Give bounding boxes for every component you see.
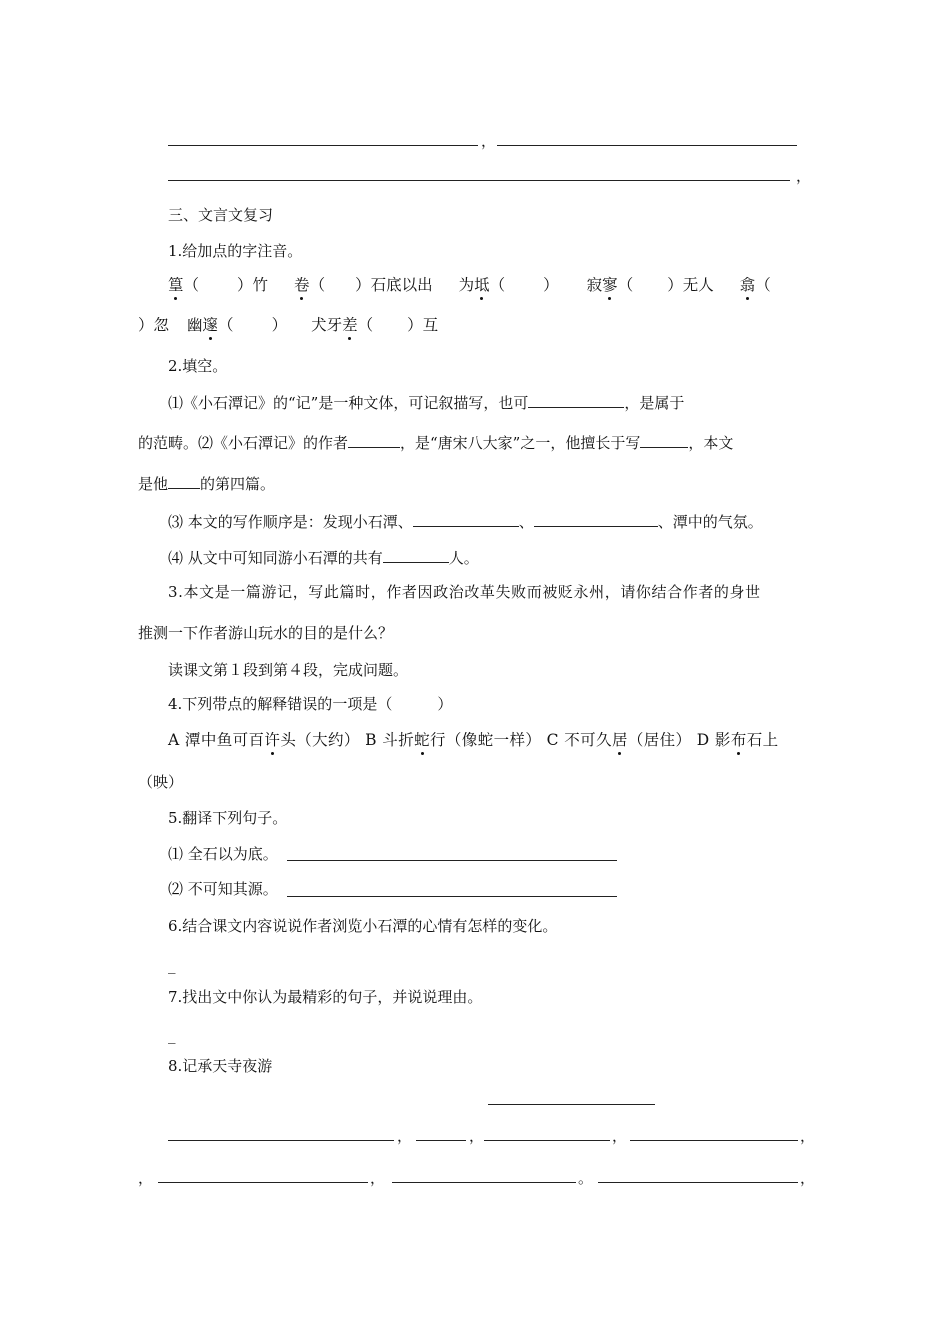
q2-label: 2.填空。 <box>168 357 228 375</box>
answer-line <box>630 1140 798 1141</box>
answer-line <box>168 1140 394 1141</box>
q1-label: 1.给加点的字注音。 <box>168 242 303 260</box>
text: 的范畴。⑵《小石潭记》的作者 <box>138 434 349 452</box>
text: ）忽 <box>138 316 170 334</box>
q2-line3 <box>138 473 275 494</box>
answer-line <box>497 145 797 146</box>
text: ，本文 <box>688 434 734 452</box>
paren-close: ） <box>543 276 559 294</box>
text: 的第四篇。 <box>200 475 276 493</box>
dotted-char: 居 <box>611 731 628 749</box>
q4-options <box>168 730 779 750</box>
answer-line <box>287 896 617 897</box>
answer-line <box>416 1140 466 1141</box>
text: ⑴ 全石以为底。 <box>168 845 278 863</box>
answer-line <box>598 1182 798 1183</box>
text: （居住） <box>627 731 692 749</box>
text: ）竹 <box>237 276 269 294</box>
q5-s2 <box>168 879 278 899</box>
section-heading: 三、文言文复习 <box>168 206 274 224</box>
text: C 不可久 <box>546 731 612 749</box>
fill-blank[interactable] <box>413 511 519 527</box>
text: ⑴《小石潭记》的“记”是一种文体，可记叙描写，也可 <box>168 394 529 412</box>
q7-label: 7.找出文中你认为最精彩的句子，并说说理由。 <box>168 988 483 1006</box>
paren-open: （ <box>183 276 200 294</box>
paren-open: （ <box>617 276 634 294</box>
punct: ， <box>612 1127 628 1145</box>
paren-open: （ <box>309 276 326 294</box>
text: ）互 <box>407 316 439 334</box>
q2-line4 <box>168 511 763 532</box>
paren-open: （ <box>218 316 234 334</box>
text: ，是“唐宋八大家”之一，他擅长于写 <box>400 434 641 452</box>
q5-label: 5.翻译下列句子。 <box>168 809 288 827</box>
punct: ， <box>800 1127 816 1145</box>
fill-blank[interactable] <box>534 511 658 527</box>
punct: ， <box>800 1169 816 1187</box>
q2-line1 <box>168 392 684 413</box>
dotted-char: 许 <box>264 731 281 749</box>
answer-line <box>392 1182 576 1183</box>
answer-line <box>484 1140 610 1141</box>
q4-option-d-cont: （映） <box>138 773 184 791</box>
punct: ， <box>138 1169 154 1187</box>
end-comma: ， <box>796 167 812 185</box>
q3-line1: 3.本文是一篇游记，写此篇时，作者因政治改革失败而被贬永州，请你结合作者的身世 <box>168 583 761 601</box>
dotted-char: 蛇 <box>414 731 430 749</box>
dotted-char: 翕 <box>739 276 756 294</box>
text: ⑶ 本文的写作顺序是：发现小石潭、 <box>168 513 413 531</box>
punct: ， <box>469 1127 485 1145</box>
q1-row1 <box>168 275 771 295</box>
text-dotted-last: 幽邃 <box>187 316 219 334</box>
q1-row2 <box>138 315 438 335</box>
text-dotted-last: 犬牙差 <box>311 316 358 334</box>
text: 头（大约） <box>280 731 360 749</box>
punct: ， <box>397 1127 413 1145</box>
text: 是他 <box>138 475 169 493</box>
text: ⑷ 从文中可知同游小石潭的共有 <box>168 549 383 567</box>
paren-close: ） <box>271 316 288 334</box>
text-dotted-last: 寂寥 <box>586 276 618 294</box>
answer-line <box>488 1104 655 1105</box>
text: 人。 <box>448 549 479 567</box>
q3-line2: 推测一下作者游山玩水的目的是什么？ <box>138 624 394 642</box>
text: ⑵ 不可知其源。 <box>168 880 278 898</box>
q6-label: 6.结合课文内容说说作者浏览小石潭的心情有怎样的变化。 <box>168 917 558 935</box>
q5-s1 <box>168 844 278 864</box>
text: ，是属于 <box>624 394 685 412</box>
answer-line <box>168 180 790 181</box>
answer-line <box>287 860 617 861</box>
fill-blank[interactable] <box>348 432 400 448</box>
dotted-char: 篁 <box>168 276 184 294</box>
text: A 潭中鱼可百 <box>168 731 265 749</box>
answer-line <box>158 1182 368 1183</box>
sep-comma: ， <box>481 132 497 150</box>
dotted-char: 布 <box>730 731 747 749</box>
q2-line2 <box>138 432 733 453</box>
q4-label: 4.下列带点的解释错误的一项是（ ） <box>168 695 453 713</box>
text: 、潭中的气氛。 <box>657 513 763 531</box>
q7-answer-mark: _ <box>168 1026 176 1044</box>
text: B 斗折 <box>365 731 415 749</box>
paren-open: （ <box>489 276 506 294</box>
q8-label: 8.记承天寺夜游 <box>168 1057 273 1075</box>
paren-open: （ <box>755 276 771 294</box>
fill-blank[interactable] <box>168 473 200 489</box>
fill-blank[interactable] <box>383 547 449 563</box>
text: 、 <box>518 513 534 531</box>
text: D 影 <box>696 731 731 749</box>
fill-blank[interactable] <box>528 392 624 408</box>
punct: ， <box>370 1169 386 1187</box>
text: 石上 <box>746 731 779 749</box>
q2-line5 <box>168 547 479 568</box>
text: ）石底以出 <box>355 276 433 294</box>
text: 行（像蛇一样） <box>430 731 542 749</box>
dotted-char: 卷 <box>294 276 310 294</box>
text-dotted-last: 为坻 <box>458 276 490 294</box>
q6-answer-mark: _ <box>168 956 176 974</box>
fill-blank[interactable] <box>640 432 688 448</box>
answer-line <box>168 145 478 146</box>
reading-instruction: 读课文第１段到第４段，完成问题。 <box>168 661 409 679</box>
paren-open: （ <box>357 316 374 334</box>
text: ）无人 <box>667 276 714 294</box>
punct: 。 <box>578 1169 594 1187</box>
